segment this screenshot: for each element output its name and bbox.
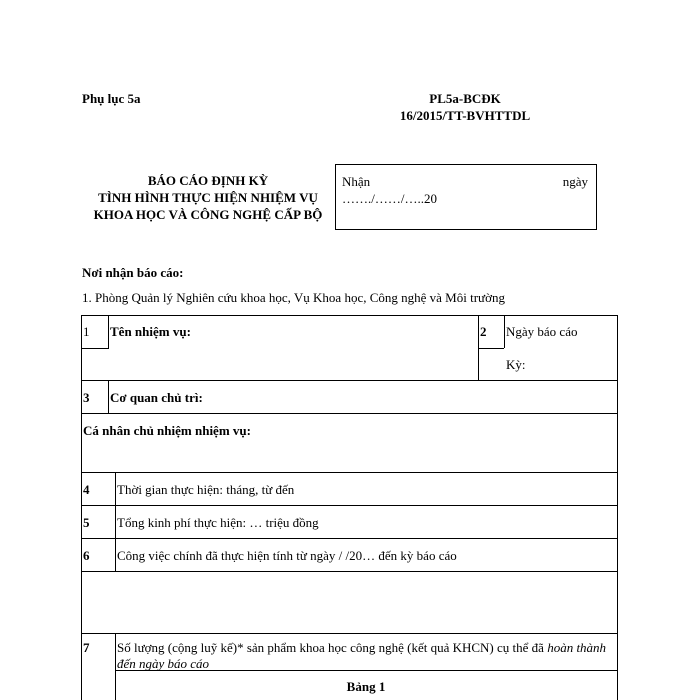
report-title-line3: KHOA HỌC VÀ CÔNG NGHỆ CẤP BỘ [93, 207, 323, 222]
row4-number: 4 [83, 482, 90, 497]
row1-number: 1 [83, 324, 90, 339]
report-date-label: Ngày báo cáo [506, 324, 578, 339]
row6-number: 6 [83, 548, 90, 563]
report-period-label: Kỳ: [506, 357, 526, 372]
row7-number: 7 [83, 640, 90, 655]
circular-ref: 16/2015/TT-BVHTTDL [399, 108, 531, 123]
table-caption: Bảng 1 [346, 679, 386, 694]
products-count-label [117, 640, 613, 672]
form-code: PL5a-BCĐK [429, 91, 501, 106]
products-count-italic: hoàn thành đến ngày báo cáo [117, 640, 607, 671]
row5-number: 5 [83, 515, 90, 530]
report-title-line2: TÌNH HÌNH THỰC HIỆN NHIỆM VỤ [98, 190, 318, 205]
recipient-heading: Nơi nhận báo cáo: [82, 265, 184, 280]
received-day-label: ngày [562, 174, 588, 189]
row2-number: 2 [480, 324, 487, 339]
duration-label: Thời gian thực hiện: tháng, từ đến [117, 482, 295, 497]
received-label: Nhận [342, 174, 371, 189]
appendix-label: Phụ lục 5a [82, 91, 141, 106]
row3-number: 3 [83, 390, 90, 405]
received-date-blank: ……./……/…..20 [342, 191, 437, 206]
host-agency-label: Cơ quan chủ trì: [110, 390, 203, 405]
principal-investigator-label: Cá nhân chủ nhiệm nhiệm vụ: [83, 423, 251, 438]
main-work-label: Công việc chính đã thực hiện tính từ ngày / /20… đến kỳ báo cáo [117, 548, 457, 563]
report-title-line1: BÁO CÁO ĐỊNH KỲ [147, 173, 269, 188]
products-count-text: Số lượng (cộng luỹ kế)* sản phẩm khoa học công nghệ (kết quả KHCN) cụ thể đã [117, 640, 548, 655]
recipient-item-1: 1. Phòng Quản lý Nghiên cứu khoa học, Vụ Khoa học, Công nghệ và Môi trường [82, 290, 505, 305]
total-budget-label: Tổng kinh phí thực hiện: … triệu đồng [117, 515, 319, 530]
task-name-label: Tên nhiệm vụ: [110, 324, 191, 339]
